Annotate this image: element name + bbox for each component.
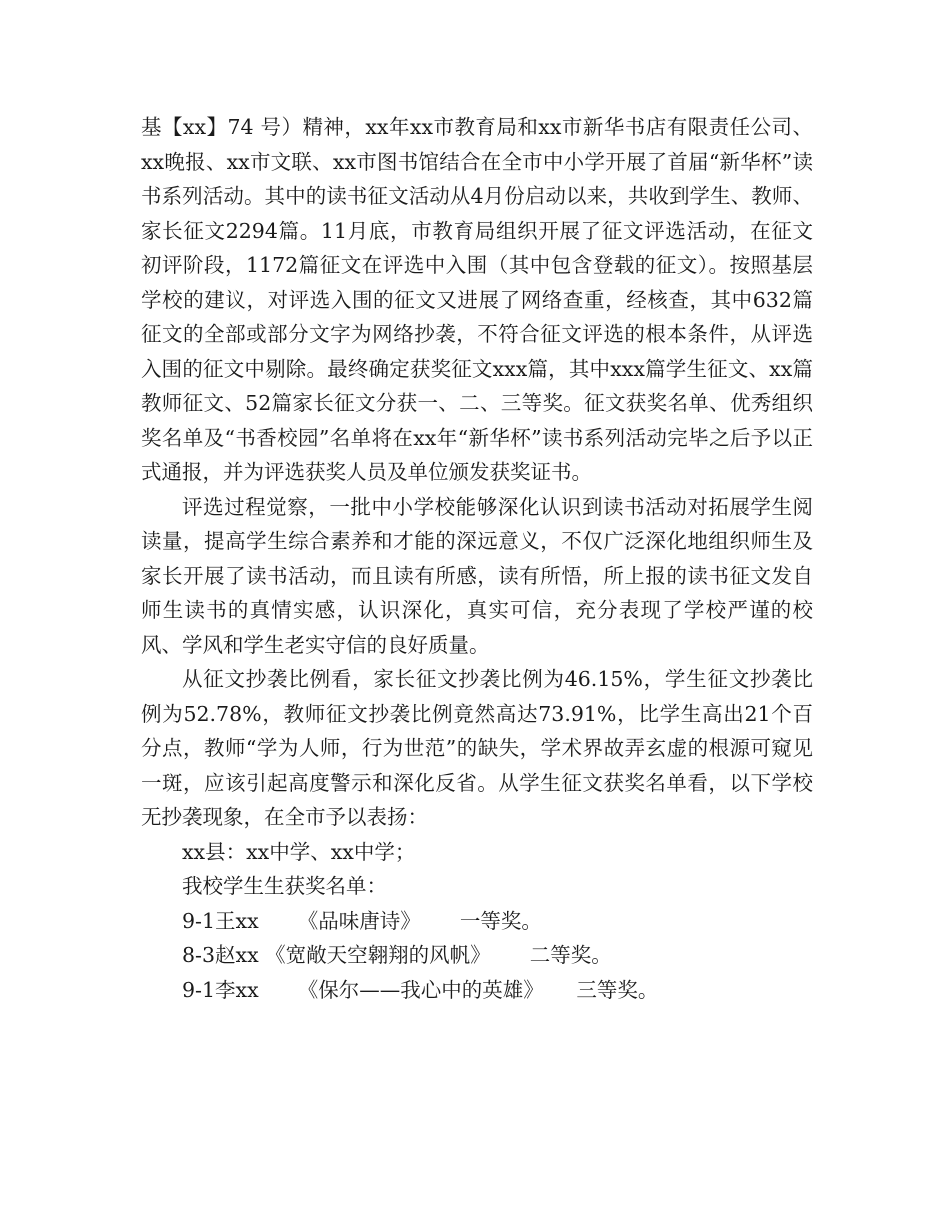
paragraph-intro: 基【xx】74 号）精神，xx年xx市教育局和xx市新华书店有限责任公司、xx晚报、xx市文联、xx市图书馆结合在全市中小学开展了首届“新华杯”读书系列活动。其中的读书征文活动从4月份启动以来，共收到学生、教师、家长征文2294篇。11月底，市教育局组织开展了征文评选活动，在征文初评阶段，1172篇征文在评选中入围（其中包含登载的征文）。按照基层学校的建议，对评选入围的征文又进展了网络查重，经核查，其中632篇征文的全部或部分文字为网络抄袭，不符合征文评选的根本条件，从评选入围的征文中剔除。最终确定获奖征文xxx篇，其中xxx篇学生征文、xx篇教师征文、52篇家长征文分获一、二、三等奖。征文获奖名单、优秀组织奖名单及“书香校园”名单将在xx年“新华杯”读书系列活动完毕之后予以正式通报，并为评选获奖人员及单位颁发获奖证书。 <box>141 115 813 484</box>
list-line-award-third: 9-1李xx 《保尔——我心中的英雄》 三等奖。 <box>182 977 659 1002</box>
list-line-schools: xx县：xx中学、xx中学； <box>182 839 416 864</box>
paragraph-review: 评选过程觉察，一批中小学校能够深化认识到读书活动对拓展学生阅读量，提高学生综合素养和才能的深远意义，不仅广泛深化地组织师生及家长开展了读书活动，而且读有所感，读有所悟，所上报的读书征文发自师生读书的真情实感，认识深化，真实可信，充分表现了学校严谨的校风、学风和学生老实守信的良好质量。 <box>141 494 813 657</box>
paragraph-plagiarism: 从征文抄袭比例看，家长征文抄袭比例为46.15%，学生征文抄袭比例为52.78%，教师征文抄袭比例竟然高达73.91%，比学生高出21个百分点，教师“学为人师，行为世范”的缺失，学术界故弄玄虚的根源可窥见一斑，应该引起高度警示和深化反省。从学生征文获奖名单看，以下学校无抄袭现象，在全市予以表扬： <box>141 667 813 829</box>
document-body <box>141 110 813 1007</box>
list-line-award-heading: 我校学生生获奖名单： <box>182 874 387 898</box>
list-line-award-first: 9-1王xx 《品味唐诗》 一等奖。 <box>182 908 542 933</box>
list-line-award-second: 8-3赵xx 《宽敞天空翱翔的风帆》 二等奖。 <box>182 943 612 967</box>
